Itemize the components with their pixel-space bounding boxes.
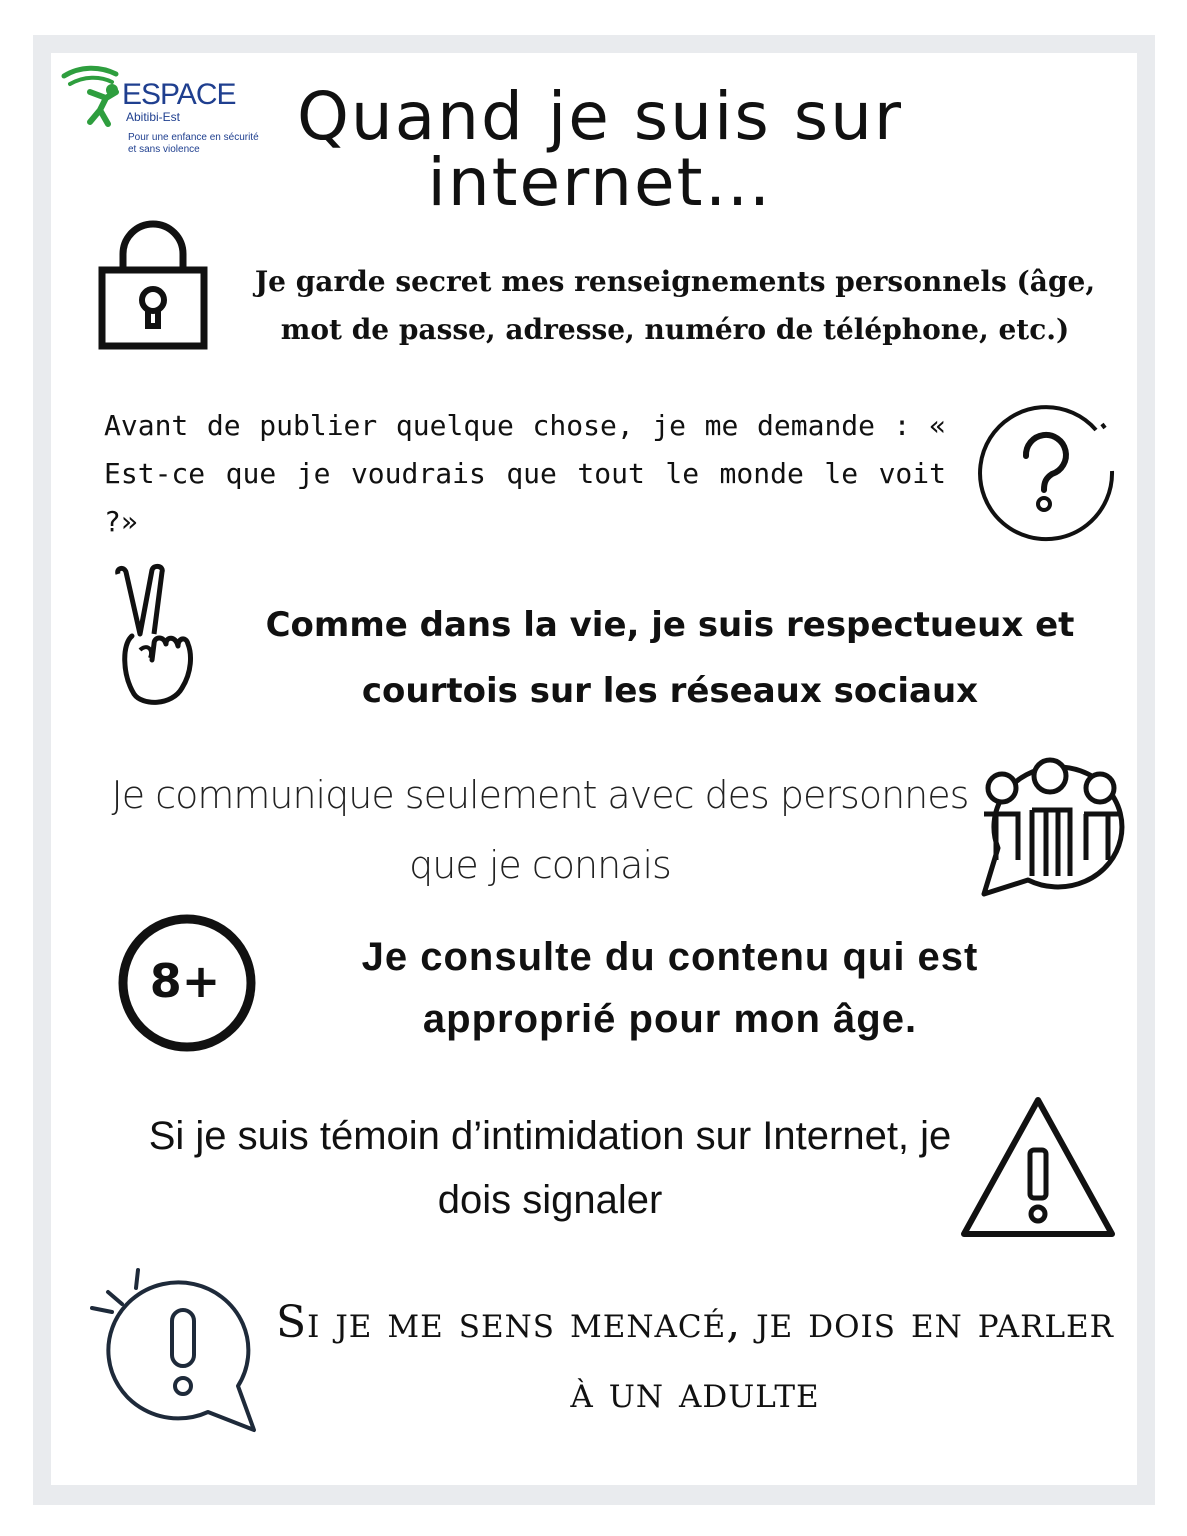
rule-report-bullying: Si je suis témoin d’intimidation sur Internet, je dois signaler [148,1114,952,1222]
rule-think-before-posting: Avant de publier quelque chose, je me demande : « Est-ce que je voudrais que tout le monde le voit ?» [104,409,946,538]
logo-tagline: Pour une enfance en sécurité et sans violence [128,132,259,155]
rule-talk-to-adult: Si je me sens menacé, je dois en parler à un adulte [275,1297,1114,1418]
logo-name: ESPACE [122,78,236,111]
alert-speech-bubble-icon [88,1266,262,1436]
page-title: Quand je suis sur internet… [296,78,904,221]
rule-private-info: Je garde secret mes renseignements personnels (âge, mot de passe, adresse, numéro de téléphone, etc.) [254,265,1096,346]
rule-age-appropriate: Je consulte du contenu qui est approprié pour mon âge. [361,935,979,1041]
people-speech-bubble-icon [978,750,1126,900]
padlock-icon [98,214,208,350]
espace-logo [60,62,260,162]
logo-region: Abitibi-Est [126,110,181,124]
espace-figure-icon [60,62,130,132]
age-rating-badge: 8+ [149,954,221,1008]
warning-triangle-icon [958,1094,1118,1240]
rule-be-respectful: Comme dans la vie, je suis respectueux et courtois sur les réseaux sociaux [265,605,1075,711]
question-circle-icon [978,402,1116,540]
rule-known-contacts: Je communique seulement avec des personnes que je connais [111,773,969,887]
peace-hand-icon [112,564,196,708]
